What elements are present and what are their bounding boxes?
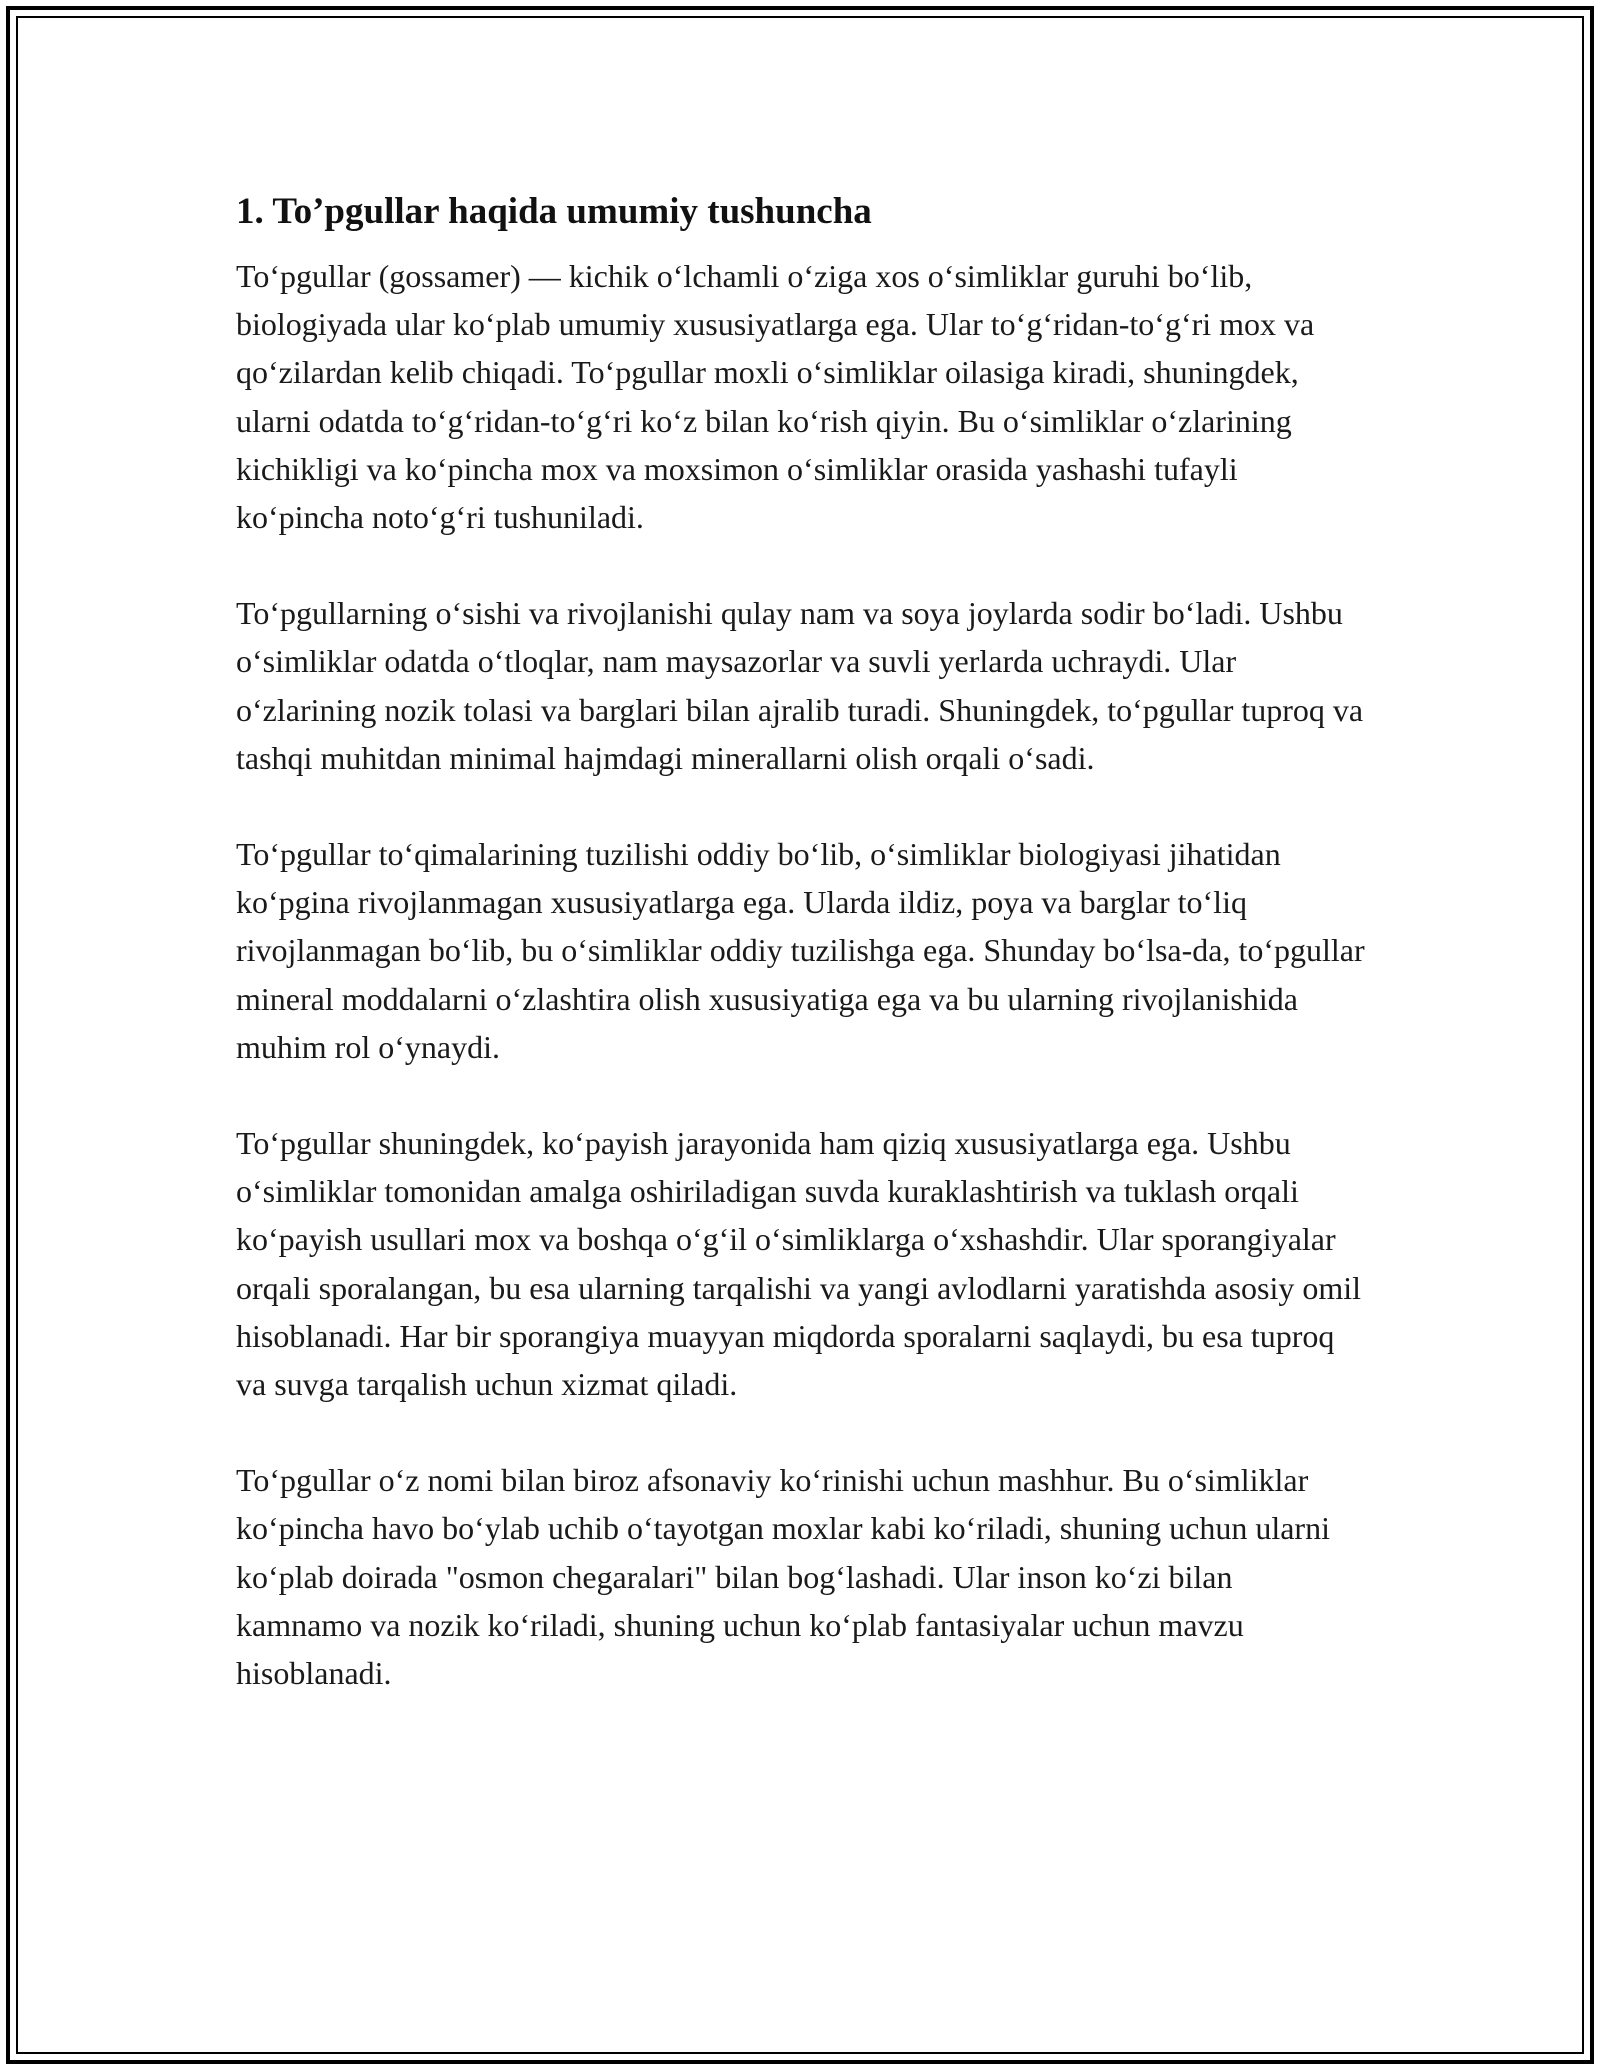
paragraph-3: To‘pgullar to‘qimalarining tuzilishi oddiy bo‘lib, o‘simliklar biologiyasi jihatidan ko‘pgina rivojlanmagan xususiyatlarga ega. Ularda ildiz, poya va barglar to‘liq rivojlanmagan bo‘lib, bu o‘simliklar oddiy tuzilishga ega. Shunday bo‘lsa-da, to‘pgullar mineral moddalarni o‘zlashtira olish xususiyatiga ega va bu ularning rivojlanishida muhim rol o‘ynaydi.	[236, 836, 1365, 1065]
document-body	[236, 186, 1366, 1745]
paragraph-1: To‘pgullar (gossamer) — kichik o‘lchamli o‘ziga xos o‘simliklar guruhi bo‘lib, biologiyada ular ko‘plab umumiy xususiyatlarga ega. Ular to‘g‘ridan-to‘g‘ri mox va qo‘zilardan kelib chiqadi. To‘pgullar moxli o‘simliklar oilasiga kiradi, shuningdek, ularni odatda to‘g‘ridan-to‘g‘ri ko‘z bilan ko‘rish qiyin. Bu o‘simliklar o‘zlarining kichikligi va ko‘pincha mox va moxsimon o‘simliklar orasida yashashi tufayli ko‘pincha noto‘g‘ri tushuniladi.	[236, 258, 1315, 536]
paragraph-2: To‘pgullarning o‘sishi va rivojlanishi qulay nam va soya joylarda sodir bo‘ladi. Ushbu o‘simliklar odatda o‘tloqlar, nam maysazorlar va suvli yerlarda uchraydi. Ular o‘zlarining nozik tolasi va barglari bilan ajralib turadi. Shuningdek, to‘pgullar tuproq va tashqi muhitdan minimal hajmdagi minerallarni olish orqali o‘sadi.	[236, 595, 1364, 776]
paragraph-5: To‘pgullar o‘z nomi bilan biroz afsonaviy ko‘rinishi uchun mashhur. Bu o‘simliklar ko‘pincha havo bo‘ylab uchib o‘tayotgan moxlar kabi ko‘riladi, shuning uchun ularni ko‘plab doirada "osmon chegaralari" bilan bog‘lashadi. Ular inson ko‘zi bilan kamnamo va nozik ko‘riladi, shuning uchun ko‘plab fantasiyalar uchun mavzu hisoblanadi.	[236, 1462, 1330, 1692]
paragraph-4: To‘pgullar shuningdek, ko‘payish jarayonida ham qiziq xususiyatlarga ega. Ushbu o‘simliklar tomonidan amalga oshiriladigan suvda kuraklashtirish va tuklash orqali ko‘payish usullari mox va boshqa o‘g‘il o‘simliklarga o‘xshashdir. Ular sporangiyalar orqali sporalangan, bu esa ularning tarqalishi va yangi avlodlarni yaratishda asosiy omil hisoblanadi. Har bir sporangiya muayyan miqdorda sporalarni saqlaydi, bu esa tuproq va suvga tarqalish uchun xizmat qiladi.	[236, 1125, 1362, 1403]
section-heading: 1. To’pgullar haqida umumiy tushuncha	[236, 191, 872, 232]
